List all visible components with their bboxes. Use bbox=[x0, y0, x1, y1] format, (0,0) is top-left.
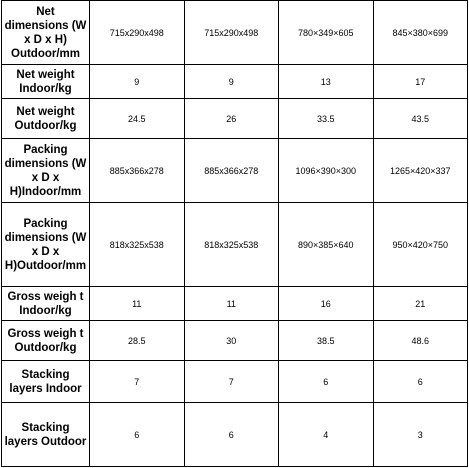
value-cell: 7 bbox=[184, 361, 279, 403]
table-row bbox=[2, 203, 468, 287]
value-cell: 28.5 bbox=[90, 321, 185, 361]
value-cell: 13 bbox=[279, 65, 374, 99]
row-label: Gross weigh t Outdoor/kg bbox=[2, 321, 90, 361]
row-label: Stacking layers Indoor bbox=[2, 361, 90, 403]
value-cell: 6 bbox=[279, 361, 374, 403]
table-row bbox=[2, 99, 468, 139]
row-label: Net weight Indoor/kg bbox=[2, 65, 90, 99]
row-label: Stacking layers Outdoor bbox=[2, 403, 90, 467]
value-cell: 885x366x278 bbox=[90, 139, 185, 203]
table-row bbox=[2, 403, 468, 467]
row-label: Packing dimensions (W x D x H)Outdoor/mm bbox=[2, 203, 90, 287]
value-cell: 3 bbox=[373, 403, 468, 467]
value-cell: 9 bbox=[184, 65, 279, 99]
table-row bbox=[2, 287, 468, 321]
value-cell: 26 bbox=[184, 99, 279, 139]
table-row bbox=[2, 361, 468, 403]
row-label: Packing dimensions (W x D x H)Indoor/mm bbox=[2, 139, 90, 203]
value-cell: 6 bbox=[184, 403, 279, 467]
row-label: Net weight Outdoor/kg bbox=[2, 99, 90, 139]
value-cell: 715x290x498 bbox=[90, 1, 185, 65]
table-row bbox=[2, 1, 468, 65]
value-cell: 16 bbox=[279, 287, 374, 321]
value-cell: 950×420×750 bbox=[373, 203, 468, 287]
row-label: Net dimensions (W x D x H) Outdoor/mm bbox=[2, 1, 90, 65]
value-cell: 4 bbox=[279, 403, 374, 467]
value-cell: 818x325x538 bbox=[184, 203, 279, 287]
table-row bbox=[2, 139, 468, 203]
value-cell: 818x325x538 bbox=[90, 203, 185, 287]
value-cell: 7 bbox=[90, 361, 185, 403]
spec-table-body bbox=[2, 1, 468, 467]
table-row bbox=[2, 321, 468, 361]
value-cell: 24.5 bbox=[90, 99, 185, 139]
value-cell: 48.6 bbox=[373, 321, 468, 361]
row-label: Gross weigh t Indoor/kg bbox=[2, 287, 90, 321]
value-cell: 890×385×640 bbox=[279, 203, 374, 287]
value-cell: 780×349×605 bbox=[279, 1, 374, 65]
value-cell: 38.5 bbox=[279, 321, 374, 361]
value-cell: 885x366x278 bbox=[184, 139, 279, 203]
value-cell: 6 bbox=[373, 361, 468, 403]
value-cell: 1265×420×337 bbox=[373, 139, 468, 203]
value-cell: 30 bbox=[184, 321, 279, 361]
value-cell: 11 bbox=[90, 287, 185, 321]
table-row bbox=[2, 65, 468, 99]
value-cell: 6 bbox=[90, 403, 185, 467]
value-cell: 11 bbox=[184, 287, 279, 321]
value-cell: 1096×390×300 bbox=[279, 139, 374, 203]
value-cell: 715x290x498 bbox=[184, 1, 279, 65]
value-cell: 43.5 bbox=[373, 99, 468, 139]
value-cell: 17 bbox=[373, 65, 468, 99]
value-cell: 33.5 bbox=[279, 99, 374, 139]
value-cell: 9 bbox=[90, 65, 185, 99]
value-cell: 845×380×699 bbox=[373, 1, 468, 65]
value-cell: 21 bbox=[373, 287, 468, 321]
spec-table bbox=[1, 0, 468, 467]
